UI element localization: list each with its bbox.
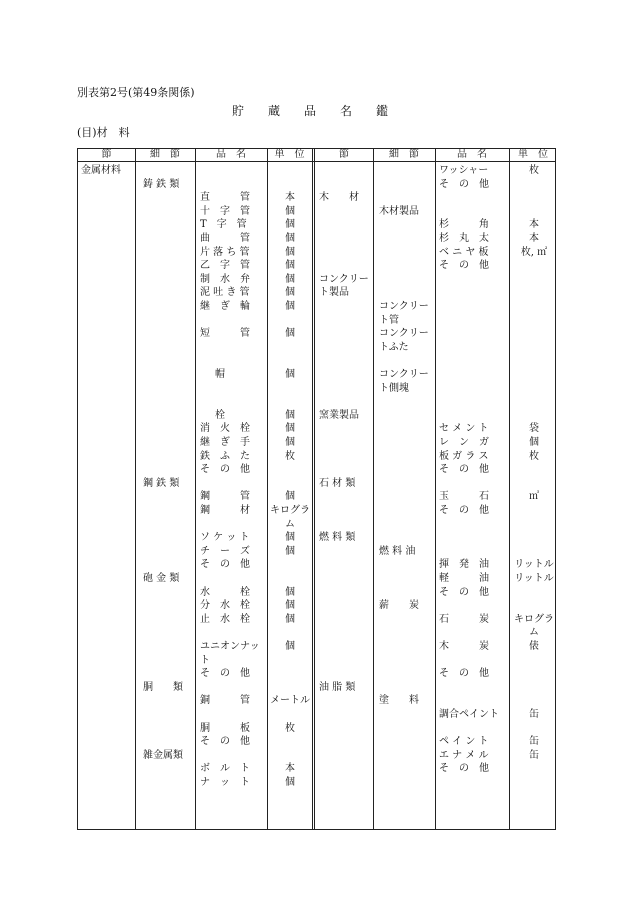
cell-tani-right: 缶 xyxy=(529,736,539,748)
cell-setsu-right: 石 材 類 xyxy=(319,477,356,489)
cell-tani: 枚 xyxy=(285,722,295,734)
cell-tani: 個 xyxy=(285,777,295,788)
cell-hinmei: 消 火 栓 xyxy=(200,423,250,435)
column-divider xyxy=(195,149,196,829)
cell-saisetsu-right: 塗 料 xyxy=(379,695,419,707)
cell-hinmei: 片 落 ち 管 xyxy=(200,246,250,258)
cell-hinmei-right: そ の 他 xyxy=(439,505,489,516)
cell-tani-right: 缶 xyxy=(529,709,539,720)
cell-tani: 個 xyxy=(285,287,295,299)
cell-tani: 個 xyxy=(285,205,295,217)
cell-hinmei-right: そ の 他 xyxy=(439,586,489,598)
cell-hinmei-right: そ の 他 xyxy=(439,178,489,190)
cell-tani: 個 xyxy=(285,301,295,312)
cell-tani: 個 xyxy=(285,233,295,244)
cell-hinmei: そ の 他 xyxy=(200,736,250,748)
column-divider xyxy=(267,149,268,829)
header-tani-right: 単 位 xyxy=(518,149,548,160)
cell-saisetsu-right: 燃 料 油 xyxy=(379,545,416,557)
cell-hinmei-right: そ の 他 xyxy=(439,763,489,775)
cell-hinmei-right: 調合ペイント xyxy=(439,709,499,720)
cell-tani: 個 xyxy=(285,532,295,544)
cell-saisetsu: 胴 類 xyxy=(143,681,183,693)
cell-tani-right: キログラム xyxy=(514,613,554,639)
document-reference: 別表第2号(第49条関係) xyxy=(77,86,195,99)
cell-hinmei-right: ワッシャー xyxy=(439,165,489,176)
header-setsu-right: 節 xyxy=(339,149,349,160)
cell-hinmei: 短 管 xyxy=(200,328,250,340)
cell-tani-right: 缶 xyxy=(529,749,539,761)
cell-tani: 個 xyxy=(285,273,295,285)
cell-saisetsu: 鋳 鉄 類 xyxy=(143,178,180,190)
cell-hinmei: 制 水 弁 xyxy=(200,273,250,285)
cell-hinmei: 泥 吐 き 管 xyxy=(200,287,250,299)
cell-saisetsu: 砲 金 類 xyxy=(143,573,180,584)
cell-saisetsu-right: 薪 炭 xyxy=(379,600,419,612)
cell-hinmei: そ の 他 xyxy=(200,464,250,476)
cell-hinmei-right: 杉 丸 太 xyxy=(439,233,489,244)
cell-hinmei-right: セ メ ン ト xyxy=(439,423,489,435)
cell-tani: キログラム xyxy=(270,505,310,530)
cell-tani-right: 枚, ㎡ xyxy=(520,246,548,258)
cell-hinmei-right: 板 ガ ラ ス xyxy=(439,450,489,462)
cell-hinmei-right: そ の 他 xyxy=(439,464,489,476)
cell-hinmei: 鉄 ふ た xyxy=(200,450,250,462)
cell-tani: 個 xyxy=(285,328,295,340)
cell-tani: 個 xyxy=(285,545,295,557)
cell-tani: 枚 xyxy=(285,450,295,462)
cell-setsu-right: 木 材 xyxy=(319,192,359,204)
header-divider xyxy=(78,161,555,162)
cell-hinmei: そ の 他 xyxy=(200,559,250,571)
cell-tani-right: 枚 xyxy=(529,165,539,176)
column-divider xyxy=(135,149,136,829)
cell-hinmei: 鋼 材 xyxy=(200,505,250,516)
cell-tani: 個 xyxy=(285,491,295,503)
section-label: (目)材 料 xyxy=(77,126,130,139)
cell-hinmei-right: レ ン ガ xyxy=(439,437,489,448)
cell-hinmei: 直 管 xyxy=(200,192,250,204)
cell-hinmei-right: 玉 石 xyxy=(439,491,489,503)
cell-hinmei: ユニオンナット xyxy=(200,641,260,666)
cell-tani-right: リットル xyxy=(514,559,554,571)
cell-setsu-right: 窯業製品 xyxy=(319,409,359,421)
header-saisetsu: 細 節 xyxy=(150,149,180,160)
cell-hinmei: 帽 xyxy=(215,369,225,380)
column-divider xyxy=(509,149,510,829)
cell-tani-right: 袋 xyxy=(529,423,539,435)
cell-hinmei: 継 ぎ 輪 xyxy=(200,301,250,312)
cell-tani-right: リットル xyxy=(514,573,554,584)
cell-hinmei: 水 栓 xyxy=(200,586,250,598)
header-hinmei-right: 品 名 xyxy=(457,149,487,160)
cell-tani: 個 xyxy=(285,423,295,435)
cell-hinmei: チ ー ズ xyxy=(200,545,250,557)
cell-hinmei: 栓 xyxy=(215,409,225,421)
header-tani: 単 位 xyxy=(274,149,305,160)
cell-hinmei-right: 木 炭 xyxy=(439,641,489,652)
cell-hinmei: 乙 字 管 xyxy=(200,260,250,272)
cell-hinmei-right: そ の 他 xyxy=(439,668,489,680)
cell-hinmei: 十 字 管 xyxy=(200,205,250,217)
cell-tani: 個 xyxy=(285,613,295,625)
cell-setsu-right: 油 脂 類 xyxy=(319,681,356,693)
inventory-table xyxy=(77,148,556,830)
cell-tani: 本 xyxy=(285,763,295,775)
header-setsu: 節 xyxy=(101,149,112,160)
header-saisetsu-right: 細 節 xyxy=(389,149,419,160)
cell-hinmei: 曲 管 xyxy=(200,233,250,244)
cell-hinmei-right: ベ ニ ヤ 板 xyxy=(439,246,489,258)
cell-hinmei-right: そ の 他 xyxy=(439,260,489,272)
cell-tani: 個 xyxy=(285,641,295,652)
cell-tani-right: ㎥ xyxy=(529,491,539,503)
cell-hinmei: ボ ル ト xyxy=(200,763,250,775)
cell-hinmei: 継 ぎ 手 xyxy=(200,437,250,448)
cell-saisetsu-right: 木材製品 xyxy=(379,205,419,217)
cell-tani: 個 xyxy=(285,369,295,380)
cell-hinmei: 分 水 栓 xyxy=(200,600,250,612)
document-title: 貯 蔵 品 名 鑑 xyxy=(232,104,389,118)
cell-tani: 個 xyxy=(285,219,295,231)
cell-hinmei-right: 石 炭 xyxy=(439,613,489,625)
cell-hinmei-right: 揮 発 油 xyxy=(439,559,489,571)
cell-tani-right: 枚 xyxy=(529,450,539,462)
cell-tani: 本 xyxy=(285,192,295,204)
cell-saisetsu-right: コンクリート管 xyxy=(379,301,429,326)
cell-setsu-right: コンクリート製品 xyxy=(319,273,369,299)
cell-hinmei-right: エ ナ メ ル xyxy=(439,749,489,761)
cell-tani-right: 個 xyxy=(529,437,539,448)
cell-tani-right: 本 xyxy=(529,219,539,231)
cell-tani: 個 xyxy=(285,437,295,448)
cell-saisetsu: 雑金属類 xyxy=(143,749,183,761)
cell-setsu: 金属材料 xyxy=(81,165,121,176)
cell-tani: メートル xyxy=(270,695,310,707)
cell-setsu-right: 燃 料 類 xyxy=(319,532,356,544)
cell-hinmei: 胴 板 xyxy=(200,722,250,734)
cell-tani: 個 xyxy=(285,409,295,421)
header-hinmei: 品 名 xyxy=(216,149,246,160)
column-divider xyxy=(435,149,436,829)
cell-hinmei: 鋼 管 xyxy=(200,491,250,503)
cell-tani-right: 俵 xyxy=(529,641,539,652)
cell-hinmei: ナ ッ ト xyxy=(200,777,250,788)
cell-hinmei: 止 水 栓 xyxy=(200,613,250,625)
cell-hinmei: ソ ケ ッ ト xyxy=(200,532,250,544)
cell-tani: 個 xyxy=(285,600,295,612)
cell-tani: 個 xyxy=(285,246,295,258)
cell-hinmei: そ の 他 xyxy=(200,668,250,680)
cell-tani: 個 xyxy=(285,260,295,272)
cell-saisetsu-right: コンクリート側塊 xyxy=(379,369,429,394)
cell-saisetsu: 鋼 鉄 類 xyxy=(143,477,180,489)
cell-saisetsu-right: コンクリートふた xyxy=(379,328,429,353)
cell-hinmei: 銅 管 xyxy=(200,695,250,707)
center-double-divider xyxy=(312,149,315,829)
column-divider xyxy=(373,149,374,829)
cell-hinmei: T 字 管 xyxy=(200,219,247,231)
cell-tani-right: 本 xyxy=(529,233,539,244)
cell-tani: 個 xyxy=(285,586,295,598)
cell-hinmei-right: 軽 油 xyxy=(439,573,489,584)
cell-hinmei-right: 杉 角 xyxy=(439,219,489,231)
cell-hinmei-right: ペ イ ン ト xyxy=(439,736,489,748)
